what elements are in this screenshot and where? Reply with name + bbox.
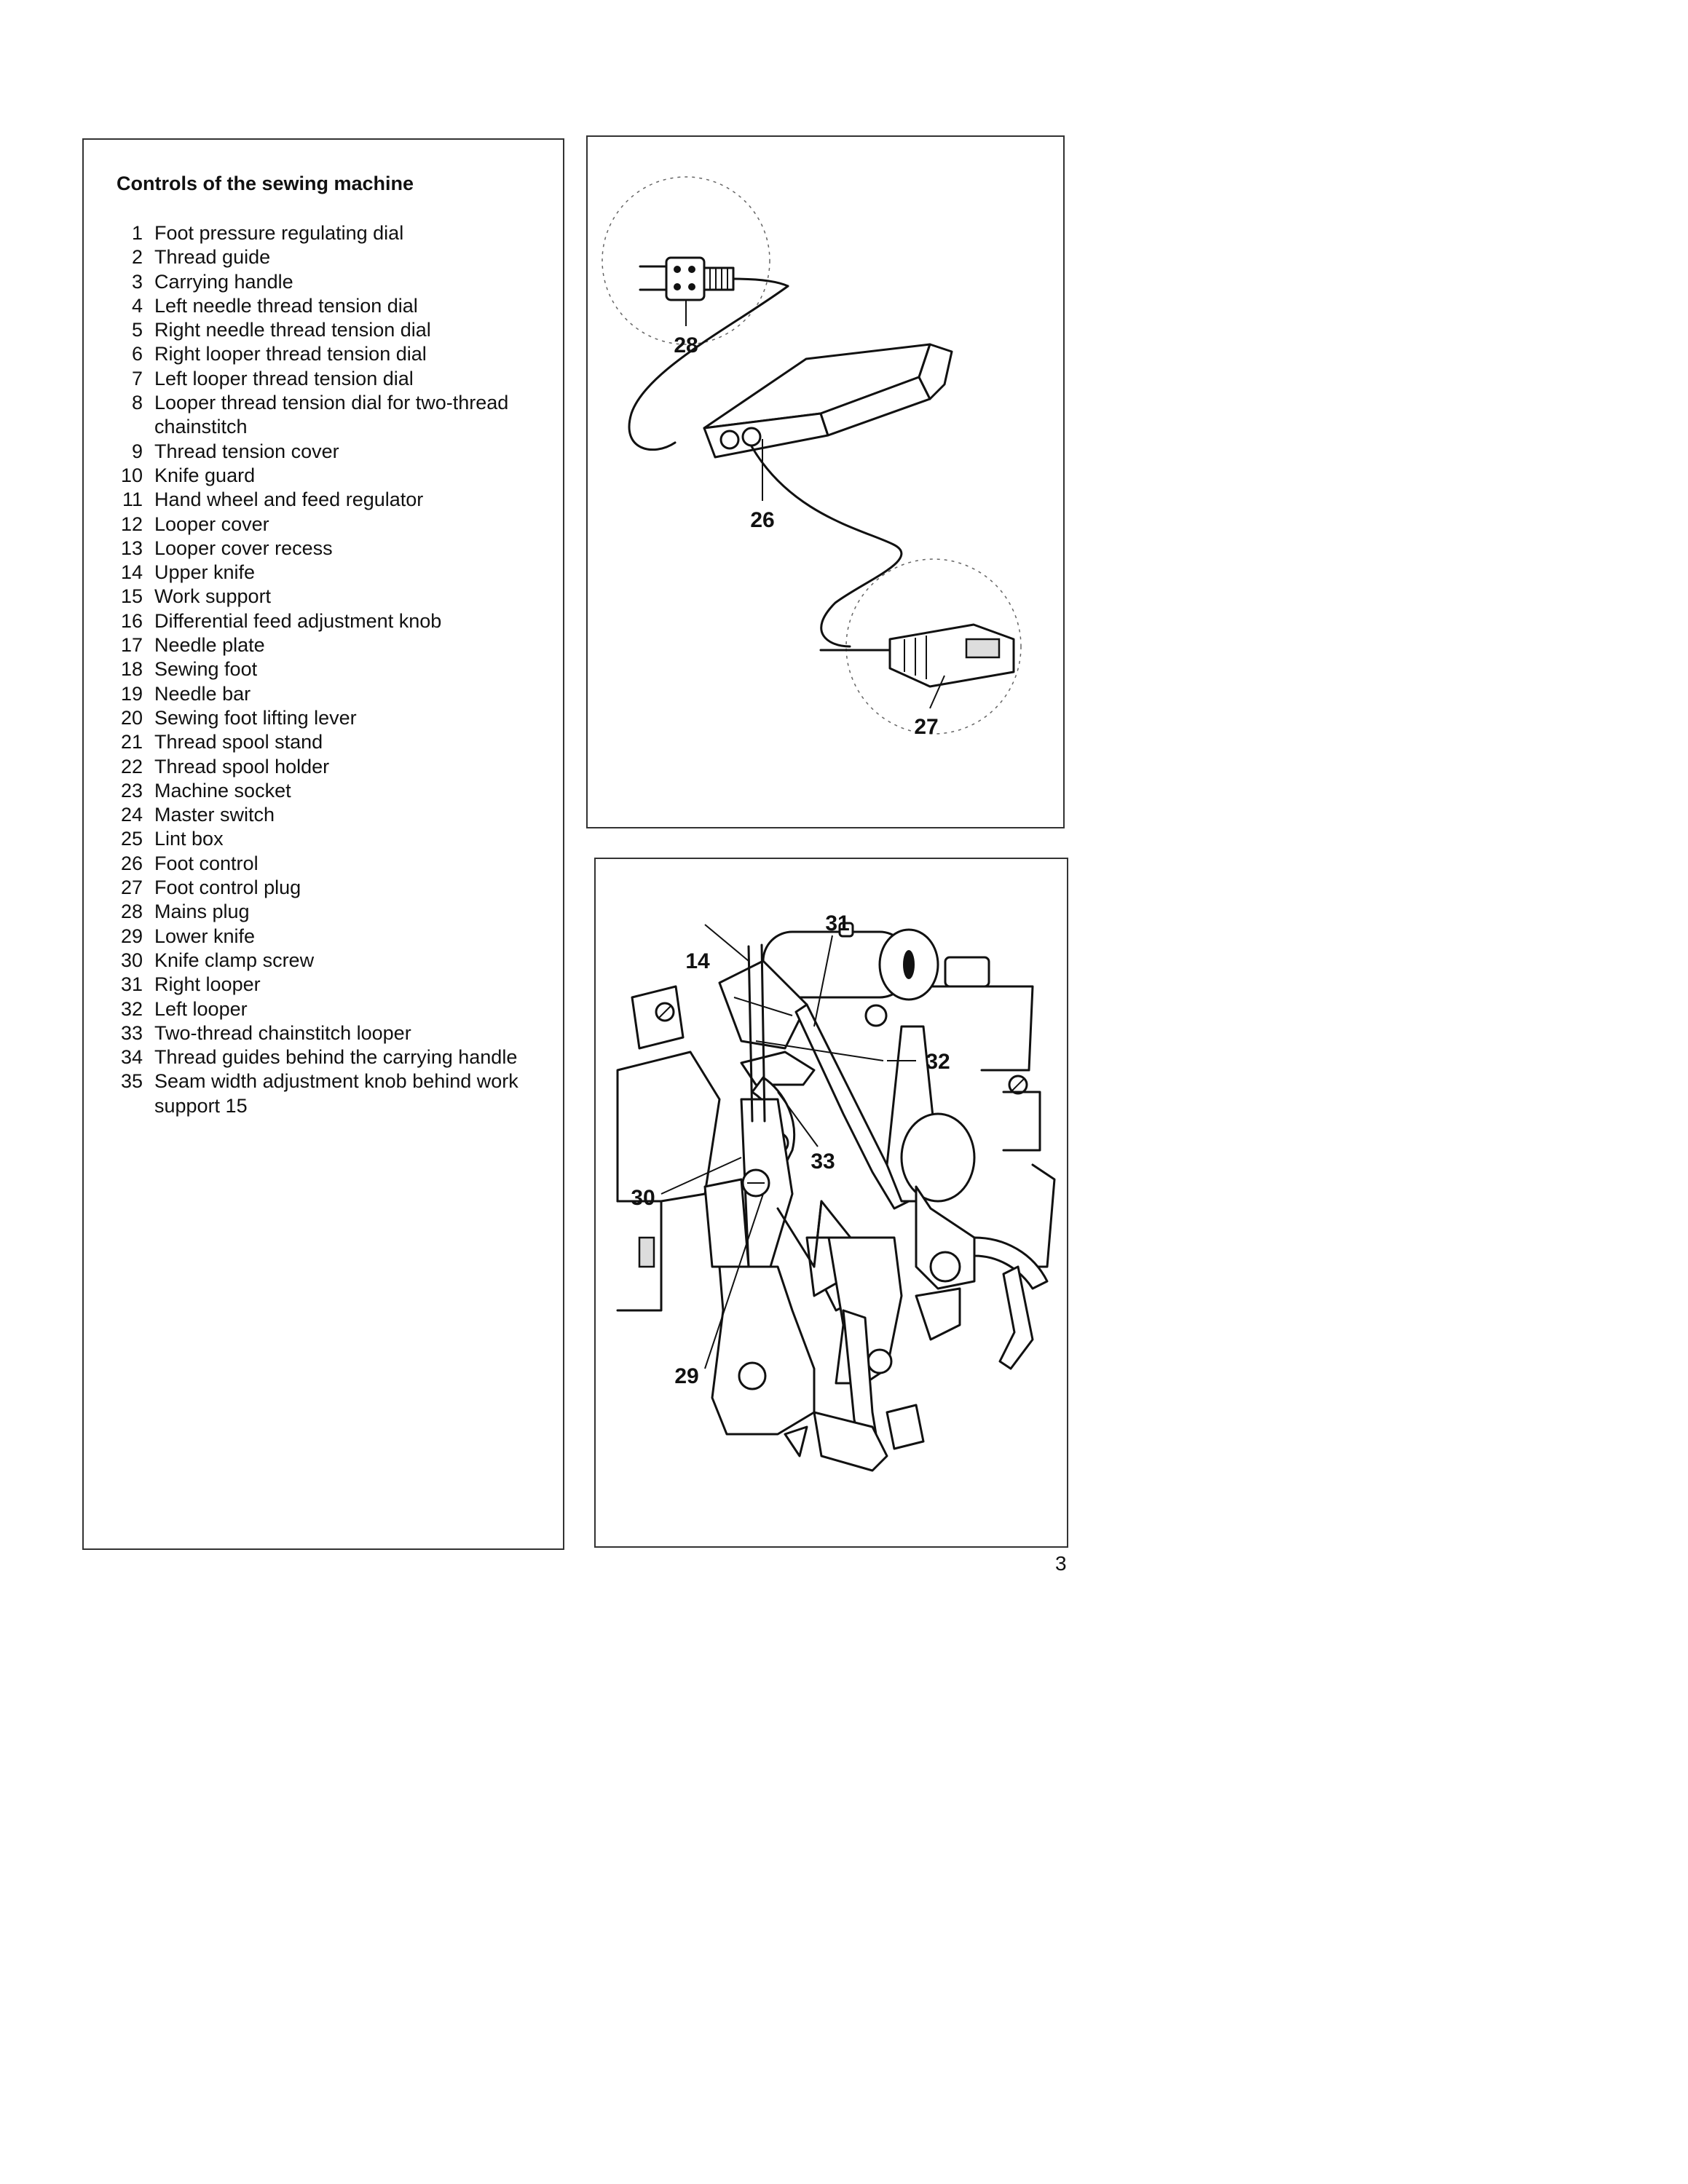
control-label: Thread spool holder [154, 755, 330, 778]
control-item [84, 755, 550, 779]
loopers-figure-panel [594, 858, 1068, 1548]
callout-26: 26 [750, 508, 775, 532]
control-item [84, 1069, 550, 1118]
control-label: Mains plug [154, 901, 250, 923]
callout-27: 27 [914, 715, 939, 739]
control-label: Foot control plug [154, 877, 301, 899]
control-number: 9 [131, 440, 143, 462]
control-number: 26 [120, 852, 143, 874]
foot-control-illustration [588, 137, 1063, 827]
callout-33: 33 [811, 1150, 835, 1174]
control-item [84, 585, 550, 609]
control-item [84, 245, 550, 269]
control-item [84, 900, 550, 924]
control-number: 13 [120, 537, 143, 559]
control-number: 27 [120, 877, 143, 899]
control-item [84, 803, 550, 827]
control-label: Looper cover recess [154, 537, 333, 559]
control-number: 24 [120, 804, 143, 826]
control-label: Foot pressure regulating dial [154, 222, 404, 244]
control-label: Left looper thread tension dial [154, 367, 414, 389]
control-label: Knife guard [154, 464, 256, 486]
control-item [84, 609, 550, 633]
control-number: 21 [120, 731, 143, 753]
controls-list [84, 221, 550, 1118]
control-number: 4 [131, 294, 143, 317]
control-number: 32 [120, 997, 143, 1020]
control-label: Sewing foot lifting lever [154, 706, 357, 729]
control-label: Work support [154, 585, 272, 608]
control-number: 5 [131, 319, 143, 341]
control-label: Right needle thread tension dial [154, 319, 431, 341]
control-number: 12 [120, 513, 143, 535]
right-looper-drawing [719, 923, 989, 1048]
control-number: 6 [131, 343, 143, 365]
control-item [84, 925, 550, 949]
control-number: 16 [120, 609, 143, 632]
control-item [84, 633, 550, 657]
control-label: Carrying handle [154, 270, 293, 293]
control-item [84, 827, 550, 851]
control-number: 17 [120, 634, 143, 657]
control-label: Lower knife [154, 925, 256, 947]
callout-28: 28 [674, 333, 698, 357]
control-item [84, 852, 550, 876]
foot-pedal-drawing [704, 344, 952, 501]
control-label: Upper knife [154, 561, 256, 584]
control-number: 25 [120, 828, 143, 850]
control-number: 1 [131, 222, 143, 244]
mains-plug-drawing [640, 258, 788, 326]
control-label: Looper cover [154, 513, 269, 535]
control-item [84, 949, 550, 973]
control-label: Hand wheel and feed regulator [154, 488, 424, 511]
control-label: Right looper [154, 973, 261, 996]
control-item [84, 1021, 550, 1045]
control-item [84, 342, 550, 366]
control-number: 34 [120, 1046, 143, 1069]
control-label: Master switch [154, 804, 275, 826]
control-label: Seam width adjustment knob behind work support 15 [154, 1070, 518, 1117]
control-number: 18 [120, 658, 143, 681]
control-number: 11 [122, 488, 143, 511]
control-label: Lint box [154, 828, 224, 850]
control-item [84, 876, 550, 900]
control-item [84, 730, 550, 754]
control-item [84, 488, 550, 512]
control-item [84, 973, 550, 997]
foot-control-plug-drawing [821, 625, 1014, 708]
control-item [84, 1045, 550, 1069]
page-number: 3 [1055, 1552, 1067, 1575]
control-item [84, 391, 550, 440]
controls-list-panel [82, 138, 564, 1550]
control-number: 14 [120, 561, 143, 584]
control-item [84, 513, 550, 537]
control-number: 35 [120, 1070, 143, 1093]
control-item [84, 440, 550, 464]
control-number: 31 [120, 973, 143, 996]
control-label: Knife clamp screw [154, 949, 315, 971]
callout-14: 14 [685, 949, 710, 973]
control-label: Machine socket [154, 779, 291, 802]
control-label: Foot control [154, 852, 259, 874]
control-label: Left looper [154, 997, 248, 1020]
control-number: 19 [120, 682, 143, 705]
control-label: Right looper thread tension dial [154, 343, 427, 365]
control-label: Sewing foot [154, 658, 258, 681]
control-number: 7 [131, 367, 143, 389]
control-number: 29 [120, 925, 143, 947]
control-number: 3 [131, 270, 143, 293]
control-number: 2 [131, 246, 143, 269]
loopers-illustration [596, 859, 1067, 1546]
control-item [84, 270, 550, 294]
control-number: 23 [120, 779, 143, 802]
control-number: 30 [120, 949, 143, 971]
control-item [84, 537, 550, 561]
control-item [84, 561, 550, 585]
control-item [84, 318, 550, 342]
control-label: Needle plate [154, 634, 265, 657]
callout-29: 29 [674, 1364, 699, 1388]
control-item [84, 779, 550, 803]
control-number: 22 [120, 755, 143, 778]
control-label: Needle bar [154, 682, 251, 705]
control-item [84, 706, 550, 730]
control-item [84, 367, 550, 391]
control-number: 28 [120, 901, 143, 923]
callout-31: 31 [825, 911, 850, 935]
control-label: Thread guide [154, 246, 271, 269]
control-number: 8 [131, 392, 143, 414]
callout-30: 30 [631, 1186, 655, 1210]
controls-title: Controls of the sewing machine [117, 173, 414, 194]
control-label: Thread spool stand [154, 731, 323, 753]
foot-control-cable [752, 446, 902, 646]
control-number: 20 [120, 706, 143, 729]
foot-control-figure-panel [586, 135, 1065, 828]
control-number: 33 [120, 1021, 143, 1044]
control-label: Looper thread tension dial for two-thread chainstitch [154, 392, 509, 438]
control-label: Left needle thread tension dial [154, 294, 418, 317]
lower-knife-drawing [705, 1099, 814, 1456]
control-number: 15 [120, 585, 143, 608]
control-item [84, 682, 550, 706]
control-label: Thread tension cover [154, 440, 339, 462]
control-item [84, 464, 550, 488]
control-label: Differential feed adjustment knob [154, 609, 442, 632]
control-label: Thread guides behind the carrying handle [154, 1046, 518, 1069]
control-item [84, 294, 550, 318]
callout-32: 32 [926, 1050, 950, 1074]
control-number: 10 [120, 464, 143, 486]
control-item [84, 997, 550, 1021]
control-item [84, 221, 550, 245]
control-label: Two-thread chainstitch looper [154, 1021, 411, 1044]
control-item [84, 657, 550, 681]
